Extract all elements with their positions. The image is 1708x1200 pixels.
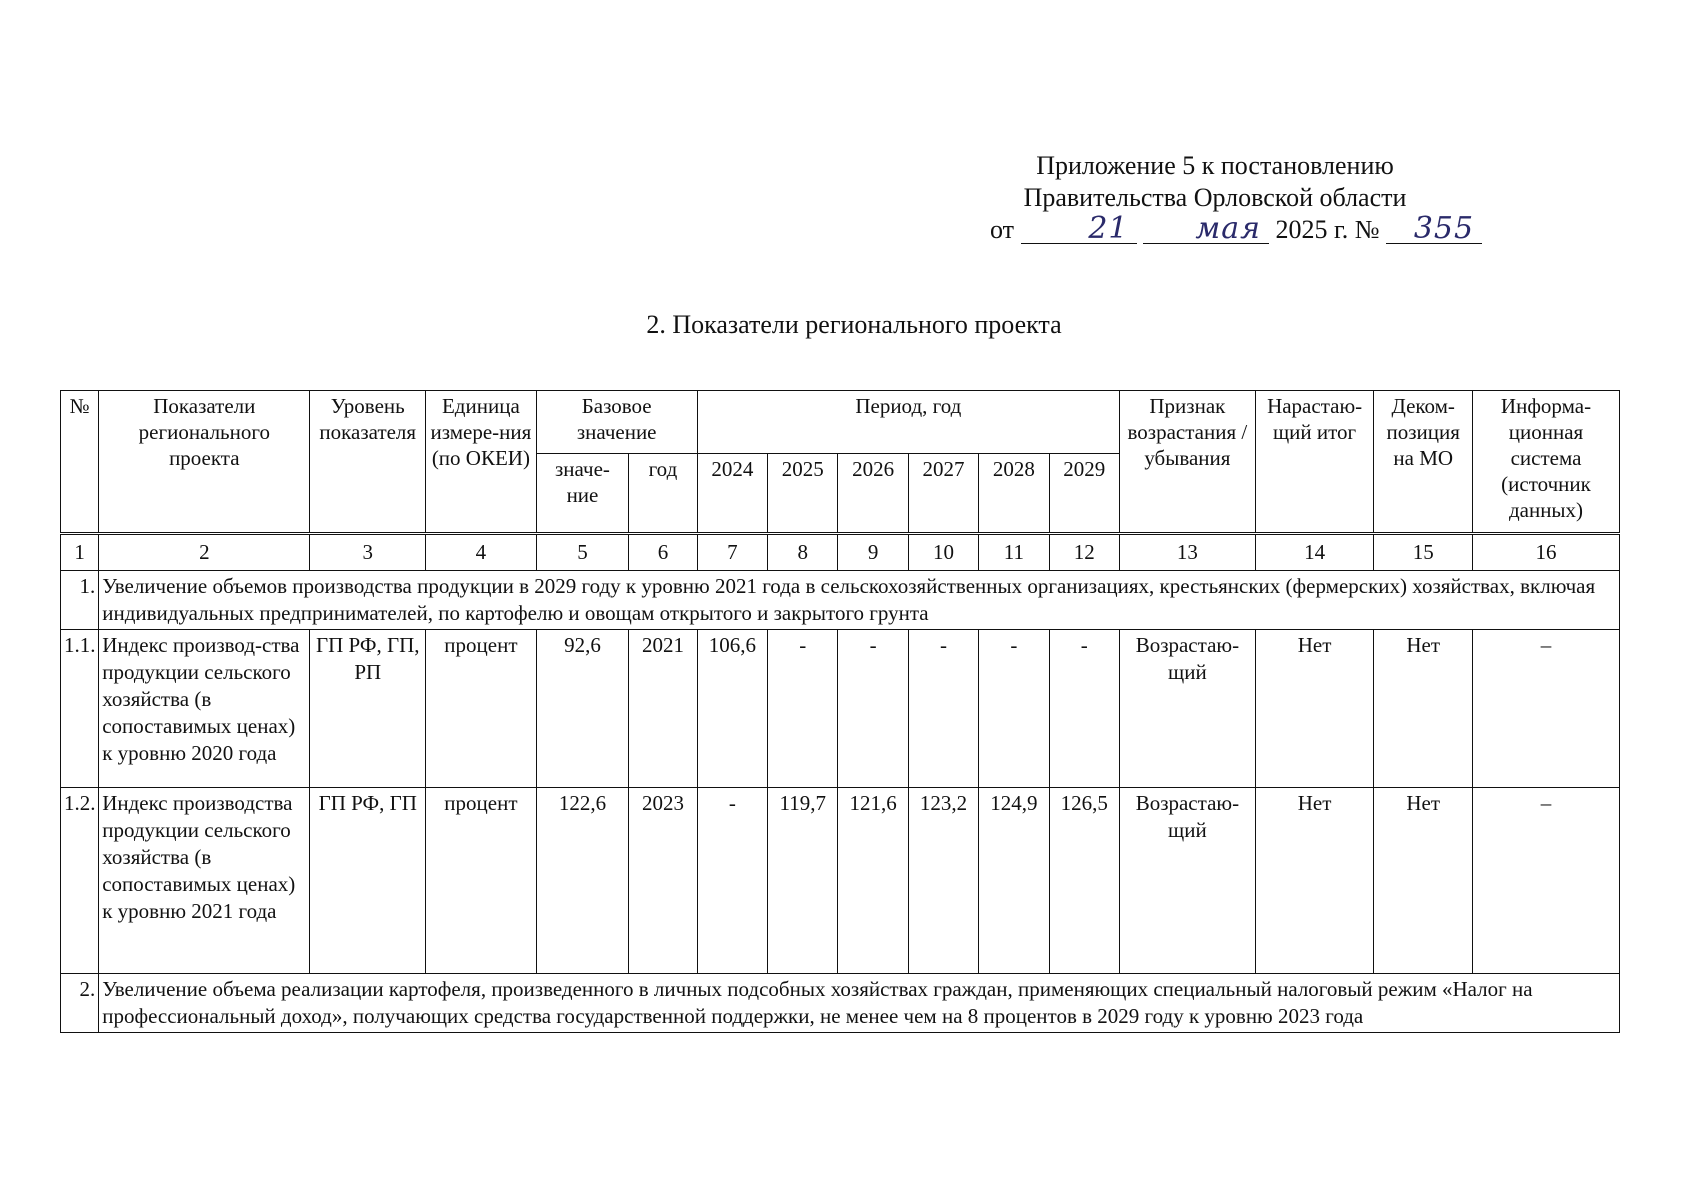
header-info-system: Информа-ционная система (источник данных) (1473, 391, 1620, 534)
section-row-2 (61, 974, 1620, 1033)
row-2029: - (1049, 630, 1119, 788)
table-row (61, 788, 1620, 974)
row-num: 1.1. (61, 630, 99, 788)
column-number: 1 (61, 534, 99, 571)
row-indicator: Индекс производ-ства продукции сельского хозяйства (в сопоставимых ценах) к уровню 2020 года (99, 630, 310, 788)
header-base-year: год (629, 454, 697, 534)
column-number: 7 (697, 534, 767, 571)
header-year-2026: 2026 (838, 454, 908, 534)
table-row (61, 630, 1620, 788)
row-2028: - (979, 630, 1049, 788)
column-number: 6 (629, 534, 697, 571)
row-decomposition: Нет (1374, 630, 1473, 788)
year-text: 2025 г. № (1275, 215, 1380, 244)
section-row-1 (61, 571, 1620, 630)
indicators-table (60, 390, 1620, 1033)
row-2024: - (697, 788, 767, 974)
handwritten-day: 21 (1021, 215, 1137, 244)
row-2025: - (768, 630, 838, 788)
column-number: 10 (908, 534, 978, 571)
row-indicator: Индекс производства продукции сельского хозяйства (в сопоставимых ценах) к уровню 2021 года (99, 788, 310, 974)
row-2024: 106,6 (697, 630, 767, 788)
header-year-2028: 2028 (979, 454, 1049, 534)
column-number: 2 (99, 534, 310, 571)
column-number: 4 (426, 534, 537, 571)
header-row-1 (61, 391, 1620, 454)
column-number: 8 (768, 534, 838, 571)
row-base-value: 92,6 (536, 630, 629, 788)
column-number: 12 (1049, 534, 1119, 571)
column-number: 14 (1255, 534, 1374, 571)
column-number: 16 (1473, 534, 1620, 571)
header-year-2027: 2027 (908, 454, 978, 534)
handwritten-month: мая (1143, 215, 1269, 244)
column-number: 11 (979, 534, 1049, 571)
row-2026: 121,6 (838, 788, 908, 974)
row-level: ГП РФ, ГП, РП (310, 630, 426, 788)
from-label: от (990, 215, 1015, 244)
header-period: Период, год (697, 391, 1119, 454)
header-level: Уровень показателя (310, 391, 426, 534)
row-trend: Возрастаю-щий (1120, 788, 1256, 974)
appendix-date-line (990, 211, 1475, 246)
row-level: ГП РФ, ГП (310, 788, 426, 974)
row-unit: процент (426, 630, 537, 788)
row-trend: Возрастаю-щий (1120, 630, 1256, 788)
column-number: 3 (310, 534, 426, 571)
section-1-num: 1. (61, 571, 99, 630)
row-cumulative: Нет (1255, 788, 1374, 974)
appendix-line-1: Приложение 5 к постановлению (1036, 151, 1394, 180)
header-year-2025: 2025 (768, 454, 838, 534)
row-base-year: 2021 (629, 630, 697, 788)
row-2028: 124,9 (979, 788, 1049, 974)
section-1-text: Увеличение объемов производства продукции в 2029 году к уровню 2021 года в сельскохозяйственных организациях, крестьянских (фермерских) хозяйствах, включая индивидуальных предпринимателей, по картофелю и овощам открытого и закрытого грунта (99, 571, 1620, 630)
row-unit: процент (426, 788, 537, 974)
row-cumulative: Нет (1255, 630, 1374, 788)
header-base-value: значе-ние (536, 454, 629, 534)
column-number-row (61, 534, 1620, 571)
header-decomposition: Деком-позиция на МО (1374, 391, 1473, 534)
column-number: 15 (1374, 534, 1473, 571)
header-indicator: Показатели регионального проекта (99, 391, 310, 534)
row-2029: 126,5 (1049, 788, 1119, 974)
header-cumulative: Нарастаю-щий итог (1255, 391, 1374, 534)
header-base: Базовое значение (536, 391, 697, 454)
column-number: 5 (536, 534, 629, 571)
row-info-system: – (1473, 630, 1620, 788)
header-unit: Единица измере-ния (по ОКЕИ) (426, 391, 537, 534)
row-decomposition: Нет (1374, 788, 1473, 974)
row-2026: - (838, 630, 908, 788)
section-title: 2. Показатели регионального проекта (646, 310, 1062, 339)
header-trend: Признак возрастания /убывания (1120, 391, 1256, 534)
column-number: 13 (1120, 534, 1256, 571)
section-2-text: Увеличение объема реализации картофеля, произведенного в личных подсобных хозяйствах граждан, применяющих специальный налоговый режим «Налог на профессиональный доход», получающих средства государственной поддержки, не менее чем на 8 процентов в 2029 году к уровню 2023 года (99, 974, 1620, 1033)
header-year-2024: 2024 (697, 454, 767, 534)
handwritten-number: 355 (1386, 215, 1482, 244)
row-2027: - (908, 630, 978, 788)
row-base-value: 122,6 (536, 788, 629, 974)
header-num: № (61, 391, 99, 534)
row-num: 1.2. (61, 788, 99, 974)
row-info-system: – (1473, 788, 1620, 974)
appendix-line-2: Правительства Орловской области (1023, 183, 1407, 212)
appendix-note (990, 150, 1475, 246)
row-base-year: 2023 (629, 788, 697, 974)
header-year-2029: 2029 (1049, 454, 1119, 534)
section-2-num: 2. (61, 974, 99, 1033)
row-2027: 123,2 (908, 788, 978, 974)
column-number: 9 (838, 534, 908, 571)
row-2025: 119,7 (768, 788, 838, 974)
